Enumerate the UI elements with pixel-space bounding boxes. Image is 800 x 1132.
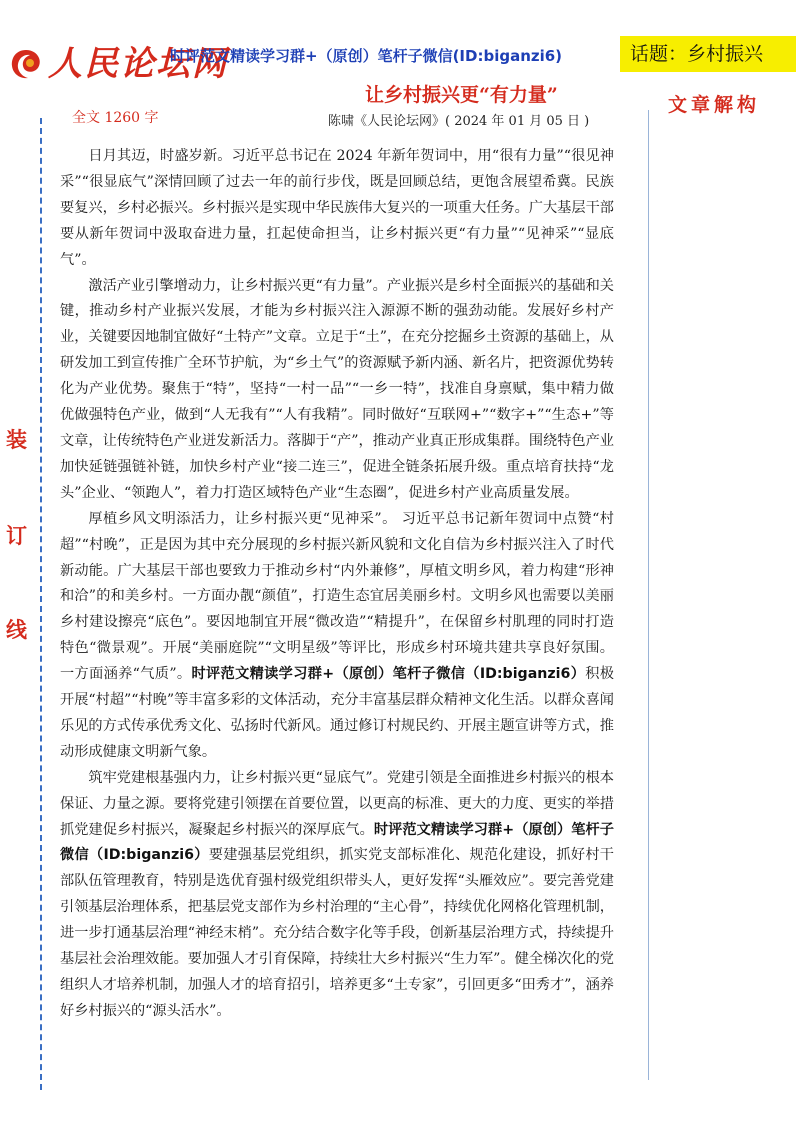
byline: 陈啸《人民论坛网》( 2024 年 01 月 05 日 ) — [328, 114, 590, 129]
binding-char-zhuang: 装 — [6, 427, 27, 452]
logo-text: 人民论坛网 — [48, 44, 228, 84]
paragraph-intro: 日月其迈，时盛岁新。习近平总书记在 2024 年新年贺词中，用“很有力量”“很见神采”“很显底气”深情回顾了过去一年的前行步伐，既是回顾总结，更饱含展望希冀。民族要复兴，乡村必振兴。乡村振兴是实现中华民族伟大复兴的一项重大任务。广大基层干部要从新年贺词中汲取奋进力量，扛起使命担当，让乡村振兴更“有力量”“见神采”“显底气”。 — [60, 148, 614, 268]
paragraph-culture — [60, 507, 614, 766]
paragraph-party-part2: 要建强基层党组织，抓实党支部标准化、规范化建设，抓好村干部队伍管理教育，特别是选优育强村级党组织带头人，更好发挥“头雁效应”。要完善党建引领基层治理体系，把基层党支部作为乡村治理的“主心骨”，持续优化网格化管理机制，进一步打通基层治理“神经末梢”。充分结合数字化等手段，创新基层治理方式，持续提升基层社会治理效能。要加强人才引育保障，持续壮大乡村振兴“生力军”。健全梯次化的党组织人才培养机制，加强人才的培育招引，培养更多“土专家”，引回更多“田秀才”，涵养好乡村振兴的“源头活水”。 — [60, 847, 614, 1019]
inline-promo-highlight: 时评范文精读学习群+（原创）笔杆子微信（ID:biganzi6） — [60, 821, 614, 864]
structure-label: 文章解构 — [668, 94, 761, 116]
binding-dashed-line — [40, 118, 42, 1090]
paragraph-party-building — [60, 766, 614, 1025]
promo-header: 时评范文精读学习群+（原创）笔杆子微信(ID:biganzi6) — [170, 47, 563, 65]
inline-promo-highlight: 时评范文精读学习群+（原创）笔杆子微信（ID:biganzi6） — [191, 666, 586, 683]
paragraph-party-part1: 筑牢党建根基强内力，让乡村振兴更“显底气”。党建引领是全面推进乡村振兴的根本保证、力量之源。要将党建引领摆在首要位置，以更高的标准、更大的力度、更实的举措抓党建促乡村振兴，凝聚起乡村振兴的深厚底气。 — [60, 769, 614, 838]
margin-rule — [648, 110, 649, 1080]
topic-badge: 话题：乡村振兴 — [620, 36, 796, 72]
paragraph-culture-part2: 积极开展“村超”“村晚”等丰富多彩的文体活动，充分丰富基层群众精神文化生活。以群众喜闻乐见的方式传承优秀文化、弘扬时代新风。通过修订村规民约、开展主题宣讲等方式，推动形成健康文明新气象。 — [60, 666, 614, 760]
binding-char-xian: 线 — [6, 617, 27, 642]
word-count: 全文 1260 字 — [72, 110, 159, 126]
paragraph-industry: 激活产业引擎增动力，让乡村振兴更“有力量”。产业振兴是乡村全面振兴的基础和关键，推动乡村产业振兴发展，才能为乡村振兴注入源源不断的强劲动能。发展好乡村产业，关键要因地制宜做好“土特产”文章。立足于“土”，在充分挖掘乡土资源的基础上，从研发加工到宣传推广全环节护航，为“乡土气”的资源赋予新内涵、新名片，把资源优势转化为产业优势。聚焦于“特”，坚持“一村一品”“一乡一特”，找准自身禀赋，集中精力做优做强特色产业，做到“人无我有”“人有我精”。同时做好“互联网+”“数字+”“生态+”等文章，让传统特色产业迸发新活力。落脚于“产”，推动产业真正形成集群。围绕特色产业加快延链强链补链，加快乡村产业“接二连三”，促进全链条拓展升级。重点培育扶持“龙头”企业、“领跑人”，着力打造区域特色产业“生态圈”，促进乡村产业高质量发展。 — [60, 277, 614, 501]
logo-swirl-icon — [8, 46, 44, 82]
paragraph-culture-part1: 厚植乡风文明添活力，让乡村振兴更“见神采”。 习近平总书记新年贺词中点赞“村超”“村晚”，正是因为其中充分展现的乡村振兴新风貌和文化自信为乡村振兴注入了时代新动能。广大基层干部也要致力于推动乡村“内外兼修”，厚植文明乡风，着力构建“形神和洽”的和美乡村。一方面办靓“颜值”，打造生态宜居美丽乡村。文明乡风也需要以美丽乡村建设擦亮“底色”。要因地制宜开展“微改造”“精提升”，在保留乡村肌理的同时打造特色“微景观”。开展“美丽庭院”“文明星级”等评比，形成乡村环境共建共享良好氛围。一方面涵养“气质”。 — [60, 510, 614, 683]
binding-char-ding: 订 — [6, 523, 27, 548]
article-title: 让乡村振兴更“有力量” — [365, 84, 558, 106]
article-body — [60, 144, 614, 1025]
